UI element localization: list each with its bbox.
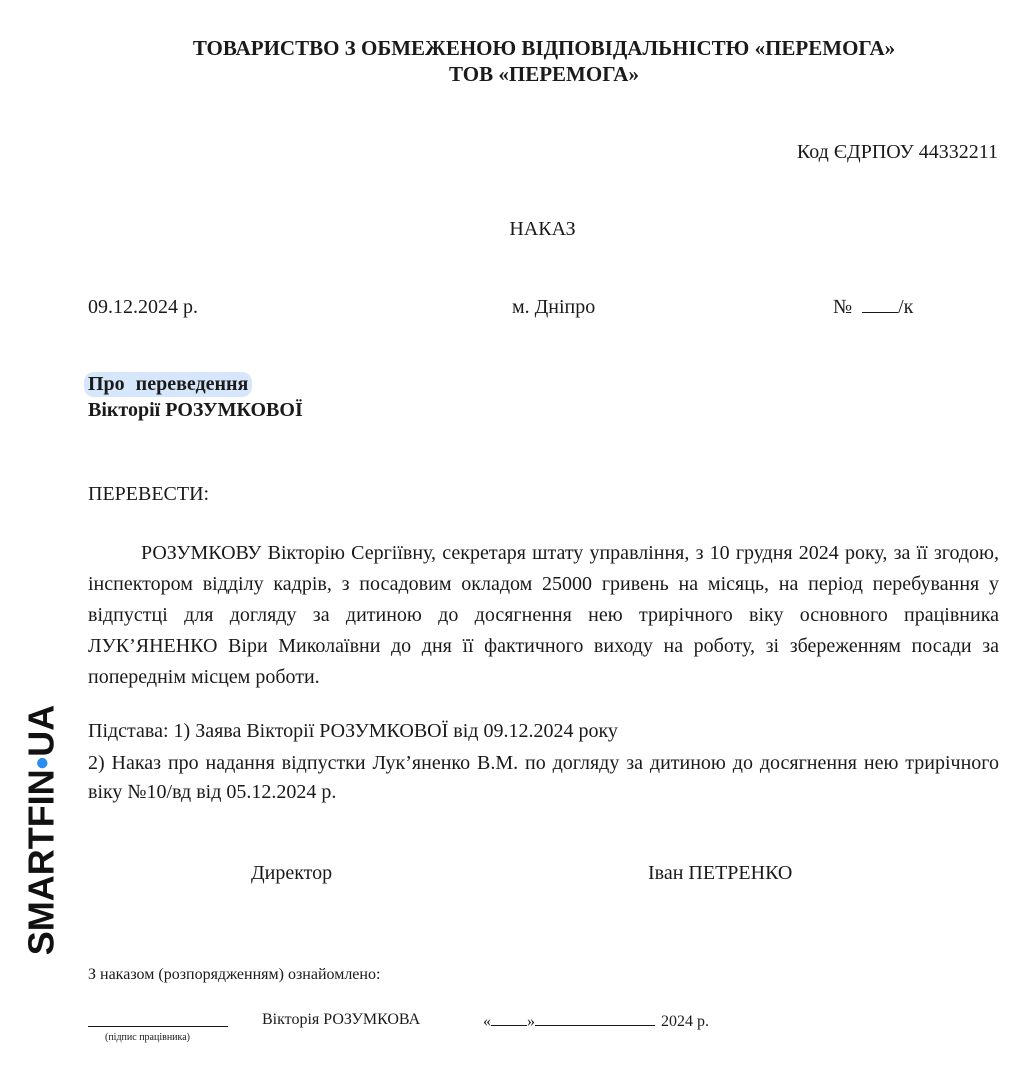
day-blank	[491, 1011, 527, 1026]
transfer-heading: ПЕРЕВЕСТИ:	[88, 483, 210, 505]
basis-item-1: Підстава: 1) Заява Вікторії РОЗУМКОВОЇ від 09.12.2024 року	[88, 720, 618, 742]
order-subject-employee: Вікторії РОЗУМКОВОЇ	[88, 399, 303, 421]
director-name: Іван ПЕТРЕНКО	[648, 862, 793, 884]
date-close-quote: »	[527, 1013, 535, 1030]
basis-item-2: 2) Наказ про надання відпустки Лук’яненко В.М. по догляду за дитиною до досягнення нею трирічного віку №10/вд від 05.12.2024 р.	[88, 752, 999, 803]
month-blank	[535, 1011, 655, 1026]
acknowledgment-date	[483, 1011, 709, 1031]
order-date: 09.12.2024 р.	[88, 296, 198, 318]
organization-full-name: ТОВАРИСТВО З ОБМЕЖЕНОЮ ВІДПОВІДАЛЬНІСТЮ «ПЕРЕМОГА»	[192, 36, 896, 60]
acknowledgment-year: 2024 р.	[661, 1013, 709, 1030]
order-number	[833, 296, 913, 319]
date-open-quote: «	[483, 1013, 491, 1030]
edrpou-code: Код ЄДРПОУ 44332211	[796, 141, 998, 163]
director-title: Директор	[251, 862, 333, 884]
employee-signature-line	[88, 1026, 228, 1027]
watermark-text: SMARTFIN•UA	[21, 704, 61, 956]
acknowledged-employee-name: Вікторія РОЗУМКОВА	[262, 1011, 421, 1028]
order-number-blank	[862, 296, 898, 313]
order-city: м. Дніпро	[512, 296, 596, 318]
order-number-suffix: /к	[898, 296, 914, 318]
organization-short-name: ТОВ «ПЕРЕМОГА»	[449, 62, 639, 86]
order-title: НАКАЗ	[509, 218, 576, 240]
order-number-prefix: №	[833, 296, 853, 318]
smartfin-watermark-logo	[21, 690, 61, 970]
order-subject-highlighted: Про переведення	[84, 372, 252, 397]
transfer-paragraph: РОЗУМКОВУ Вікторію Сергіївну, секретаря штату управління, з 10 грудня 2024 року, за її згодою, інспектором відділу кадрів, з посадовим окладом 25000 гривень на місяць, на період перебування у відпустці для догляду за дитиною до досягнення нею трирічного віку основного працівника ЛУК’ЯНЕНКО Віри Миколаївни до дня її фактичного виходу на роботу, зі збереженням посади за попереднім місцем роботи.	[88, 542, 999, 688]
acknowledgment-label: З наказом (розпорядженням) ознайомлено:	[88, 966, 381, 983]
signature-caption: (підпис працівника)	[105, 1032, 191, 1043]
